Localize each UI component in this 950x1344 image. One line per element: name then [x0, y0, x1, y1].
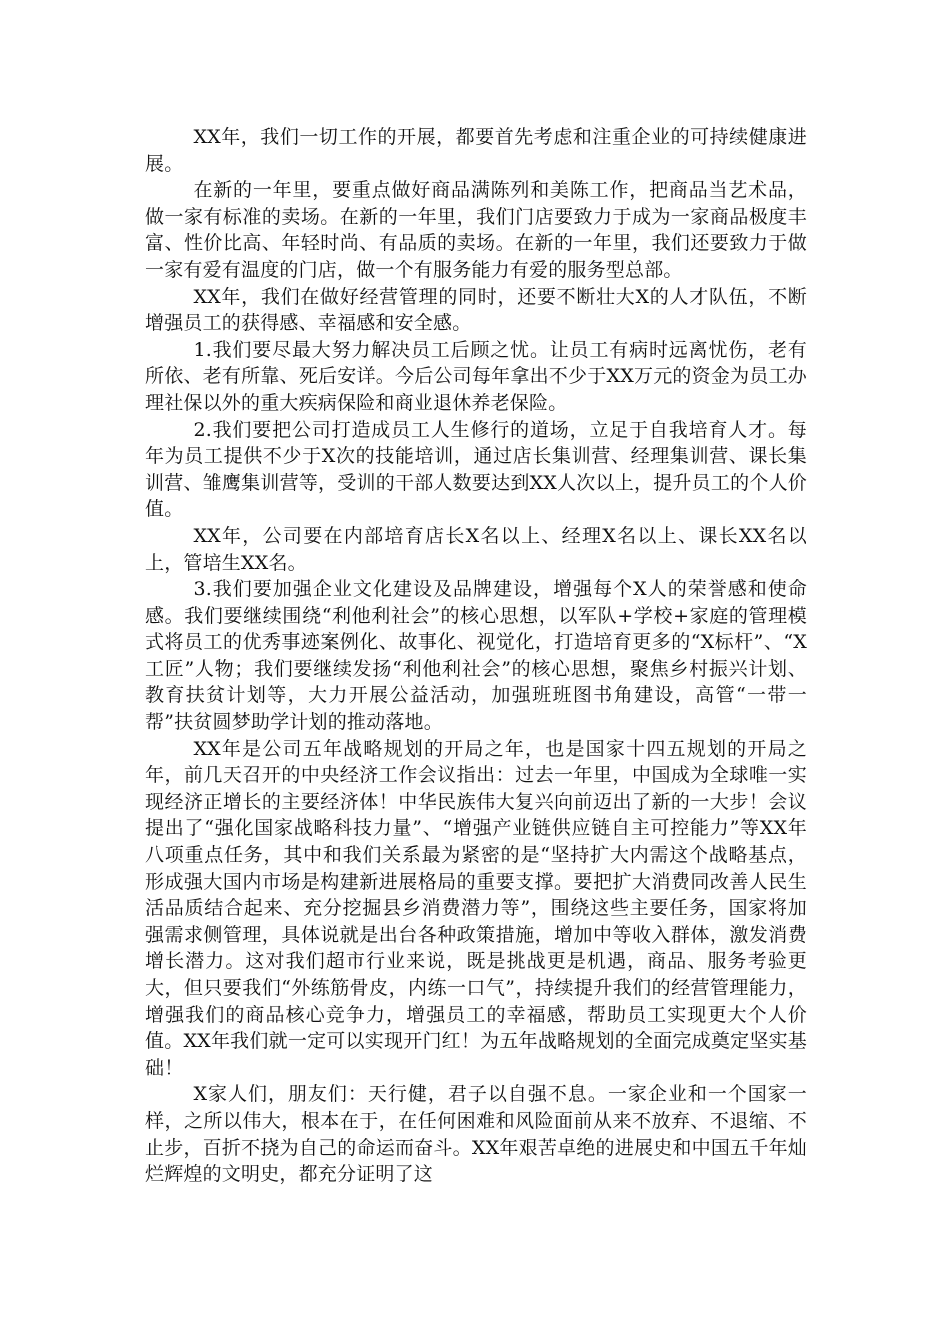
paragraph: XX年是公司五年战略规划的开局之年，也是国家十四五规划的开局之年，前几天召开的中央经济工作会议指出：过去一年里，中国成为全球唯一实现经济正增长的主要经济体！中华民族伟大复兴向前迈出了新的一大步！会议提出了“强化国家战略科技力量”、“增强产业链供应链自主可控能力”等XX年八项重点任务，其中和我们关系最为紧密的是“坚持扩大内需这个战略基点，形成强大国内市场是构建新进展格局的重要支撑。要把扩大消费同改善人民生活品质结合起来、充分挖掘县乡消费潜力等”，围绕这些主要任务，国家将加强需求侧管理，具体说就是出台各种政策措施，增加中等收入群体，激发消费增长潜力。这对我们超市行业来说，既是挑战更是机遇，商品、服务考验更大，但只要我们“外练筋骨皮，内练一口气”，持续提升我们的经营管理能力，增强我们的商品核心竞争力，增强员工的幸福感，帮助员工实现更大个人价值。XX年我们就一定可以实现开门红！为五年战略规划的全面完成奠定坚实基础！: [145, 737, 807, 1079]
document-body: [145, 124, 807, 1188]
paragraph: X家人们，朋友们：天行健，君子以自强不息。一家企业和一个国家一样，之所以伟大，根本在于，在任何困难和风险面前从来不放弃、不退缩、不止步，百折不挠为自己的命运而奋斗。XX年艰苦卓绝的进展史和中国五千年灿烂辉煌的文明史，都充分证明了这: [145, 1083, 807, 1186]
paragraph: XX年，我们一切工作的开展，都要首先考虑和注重企业的可持续健康进展。: [145, 126, 807, 175]
paragraph: 1.我们要尽最大努力解决员工后顾之忧。让员工有病时远离忧伤，老有所依、老有所靠、死后安详。今后公司每年拿出不少于XX万元的资金为员工办理社保以外的重大疾病保险和商业退休养老保险。: [145, 338, 807, 414]
paragraph: 2.我们要把公司打造成员工人生修行的道场，立足于自我培育人才。每年为员工提供不少于X次的技能培训，通过店长集训营、经理集训营、课长集训营、雏鹰集训营等，受训的干部人数要达到XX人次以上，提升员工的个人价值。: [145, 418, 807, 521]
paragraph: 在新的一年里，要重点做好商品满陈列和美陈工作，把商品当艺术品，做一家有标准的卖场。在新的一年里，我们门店要致力于成为一家商品极度丰富、性价比高、年轻时尚、有品质的卖场。在新的一年里，我们还要致力于做一家有爱有温度的门店，做一个有服务能力有爱的服务型总部。: [145, 179, 807, 281]
paragraph: XX年，公司要在内部培育店长X名以上、经理X名以上、课长XX名以上，管培生XX名。: [145, 524, 807, 574]
paragraph: XX年，我们在做好经营管理的同时，还要不断壮大X的人才队伍，不断增强员工的获得感、幸福感和安全感。: [145, 285, 807, 335]
paragraph: 3.我们要加强企业文化建设及品牌建设，增强每个X人的荣誉感和使命感。我们要继续围绕“利他利社会”的核心思想，以军队+学校+家庭的管理模式将员工的优秀事迹案例化、故事化、视觉化，打造培育更多的“X标杆”、“X工匠”人物；我们要继续发扬“利他利社会”的核心思想，聚焦乡村振兴计划、教育扶贫计划等，大力开展公益活动，加强班班图书角建设，高管“一带一帮”扶贫圆梦助学计划的推动落地。: [145, 578, 807, 734]
